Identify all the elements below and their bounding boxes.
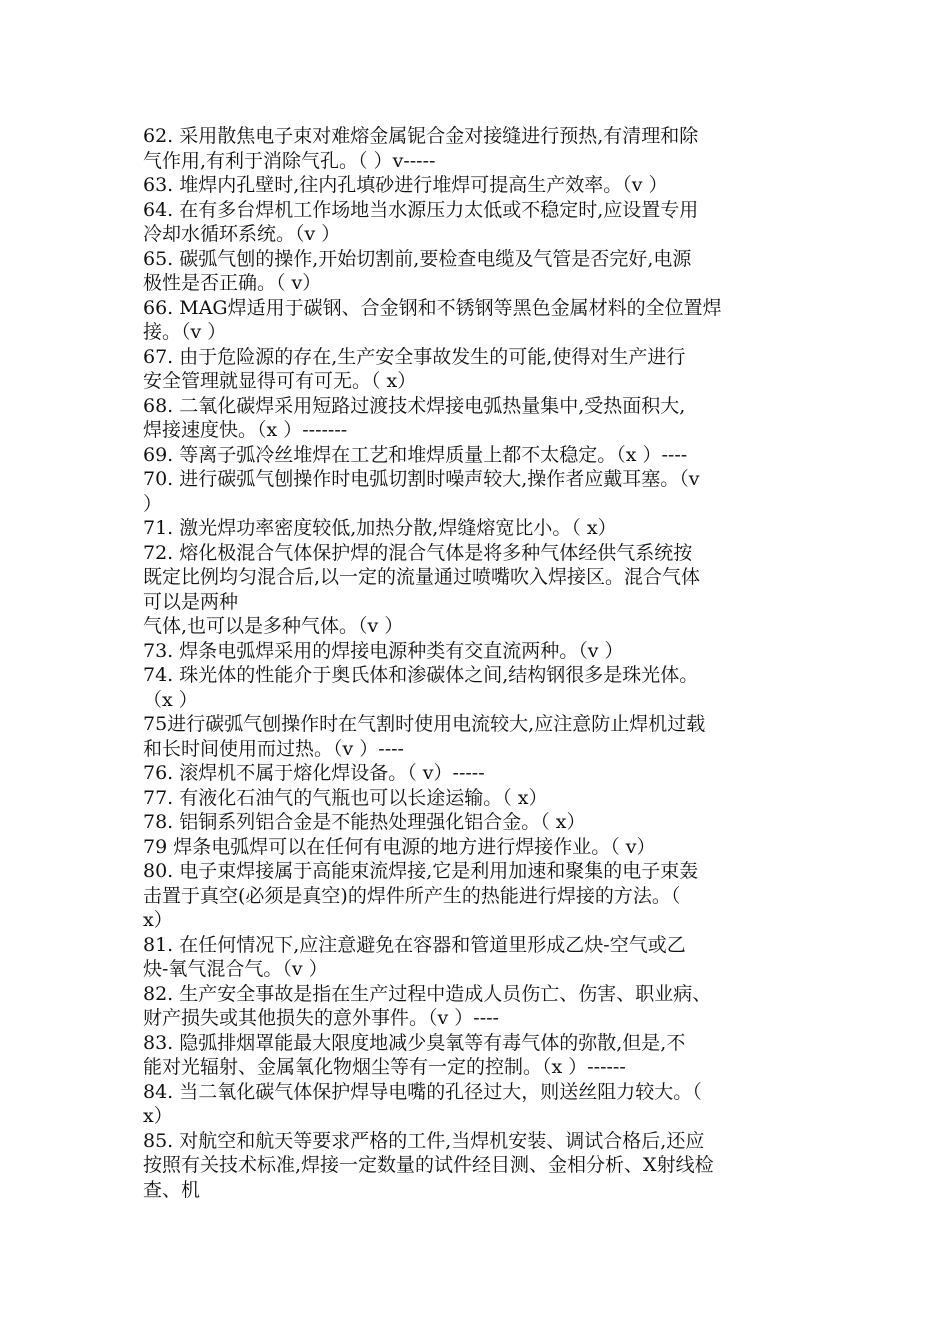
text-line: 68. 二氧化碳焊采用短路过渡技术焊接电弧热量集中,受热面积大,	[143, 394, 686, 417]
text-line: 击置于真空(必须是真空)的焊件所产生的热能进行焊接的方法。（	[143, 884, 681, 907]
text-line: 气体,也可以是多种气体。（v ）	[143, 615, 404, 637]
text-line: 可以是两种	[143, 590, 239, 613]
text-line: ）	[143, 492, 163, 515]
text-line: 能对光辐射、金属氧化物烟尘等有一定的控制。（x ）------	[143, 1056, 626, 1078]
text-line: 气作用,有利于消除气孔。（ ）v-----	[143, 149, 436, 172]
text-line: x）	[143, 909, 173, 931]
text-line: 按照有关技术标准,焊接一定数量的试件经目测、金相分析、X射线检	[143, 1154, 714, 1176]
text-line: 81. 在任何情况下,应注意避免在容器和管道里形成乙炔-空气或乙	[143, 933, 686, 956]
text-line: 80. 电子束焊接属于高能束流焊接,它是利用加速和聚集的电子束轰	[143, 860, 699, 882]
text-line: 接。（v ）	[143, 321, 227, 343]
text-line: 83. 隐弧排烟罩能最大限度地减少臭氧等有毒气体的弥散,但是,不	[143, 1031, 686, 1054]
text-line: 71. 激光焊功率密度较低,加热分散,焊缝熔宽比小。（ x）	[143, 517, 617, 539]
text-line: 75进行碳弧气刨操作时在气割时使用电流较大,应注意防止焊机过载	[143, 713, 706, 735]
text-line: 63. 堆焊内孔壁时,往内孔填砂进行堆焊可提高生产效率。（v ）	[143, 174, 668, 196]
text-line: 财产损失或其他损失的意外事件。（v ）----	[143, 1007, 499, 1029]
text-line: 69. 等离子弧冷丝堆焊在工艺和堆焊质量上都不太稳定。（x ）----	[143, 443, 688, 466]
text-line: 84. 当二氧化碳气体保护焊导电嘴的孔径过大，则送丝阻力较大。（	[143, 1080, 702, 1103]
text-line: 67. 由于危险源的存在,生产安全事故发生的可能,使得对生产进行	[143, 345, 686, 368]
text-line: 73. 焊条电弧焊采用的焊接电源种类有交直流两种。（v ）	[143, 639, 624, 662]
text-line: 79 焊条电弧焊可以在任何有电源的地方进行焊接作业。（ v）	[143, 835, 656, 858]
document-body	[143, 124, 813, 1202]
text-line: 焊接速度快。（x ）-------	[143, 419, 348, 441]
text-line: 查、机	[143, 1178, 201, 1201]
text-line: 极性是否正确。（ v）	[143, 272, 322, 294]
text-line: 74. 珠光体的性能介于奥氏体和渗碳体之间,结构钢很多是珠光体。	[143, 664, 699, 686]
text-line: 66. MAG焊适用于碳钢、合金钢和不锈钢等黑色金属材料的全位置焊	[143, 296, 722, 319]
text-line: 82. 生产安全事故是指在生产过程中造成人员伤亡、伤害、职业病、	[143, 982, 712, 1005]
text-line: 85. 对航空和航天等要求严格的工件,当焊机安装、调试合格后,还应	[143, 1129, 705, 1152]
text-line: 78. 铝铜系列铝合金是不能热处理强化铝合金。（ x）	[143, 811, 586, 833]
text-line: 和长时间使用而过热。（v ）----	[143, 737, 404, 760]
text-line: 炔-氧气混合气。（v ）	[143, 958, 328, 980]
text-line: 既定比例均匀混合后,以一定的流量通过喷嘴吹入焊接区。混合气体	[143, 566, 701, 588]
text-line: 77. 有液化石油气的气瓶也可以长途运输。（ x）	[143, 786, 548, 809]
text-line: 76. 滚焊机不属于熔化焊设备。（ v）-----	[143, 762, 485, 784]
text-line: 安全管理就显得可有可无。（ x）	[143, 370, 417, 392]
text-line: （x ）	[143, 688, 198, 711]
text-line: 72. 熔化极混合气体保护焊的混合气体是将多种气体经供气系统按	[143, 541, 693, 564]
text-line: 62. 采用散焦电子束对难熔金属铌合金对接缝进行预热,有清理和除	[143, 125, 699, 147]
text-line: 70. 进行碳弧气刨操作时电弧切割时噪声较大,操作者应戴耳塞。（v	[143, 468, 700, 490]
text-line: 64. 在有多台焊机工作场地当水源压力太低或不稳定时,应设置专用	[143, 198, 699, 221]
text-line: 65. 碳弧气刨的操作,开始切割前,要检查电缆及气管是否完好,电源	[143, 247, 692, 270]
text-line: x）	[143, 1105, 173, 1127]
text-line: 冷却水循环系统。（v ）	[143, 223, 341, 245]
